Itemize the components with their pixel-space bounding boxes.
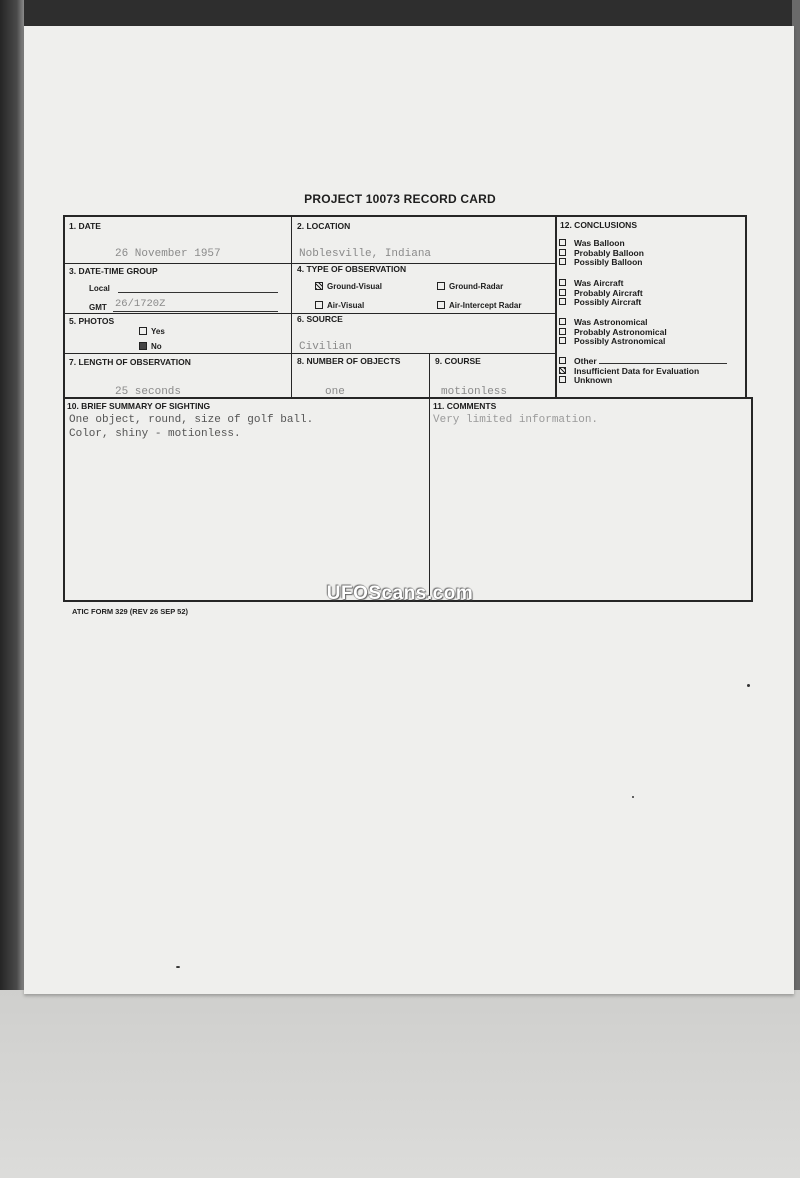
local-underline <box>118 292 278 293</box>
conclusions-group-astronomical <box>559 318 667 347</box>
checkbox-icon <box>437 301 445 309</box>
conclusions-group-other <box>559 357 727 386</box>
scan-speck <box>176 966 180 968</box>
conclusion-was-balloon: Was Balloon <box>559 239 644 249</box>
checkbox-icon <box>559 239 566 246</box>
checkbox-checked-icon <box>139 342 147 350</box>
checkbox-icon <box>559 258 566 265</box>
course-value: motionless <box>441 386 508 398</box>
summary-line-1: One object, round, size of golf ball. <box>69 414 314 426</box>
length-label: 7. LENGTH OF OBSERVATION <box>69 357 191 367</box>
date-label: 1. DATE <box>69 221 101 231</box>
checkbox-icon <box>437 282 445 290</box>
checkbox-icon <box>559 298 566 305</box>
date-value: 26 November 1957 <box>115 248 221 260</box>
photos-yes: Yes <box>139 328 165 336</box>
scan-left-edge <box>0 0 24 1000</box>
conclusions-group-aircraft <box>559 279 643 308</box>
scan-speck <box>632 796 634 798</box>
conclusion-unknown: Unknown <box>559 376 727 386</box>
comments-value: Very limited information. <box>433 414 599 426</box>
conclusion-other: Other <box>559 357 727 367</box>
conclusion-was-astronomical: Was Astronomical <box>559 318 667 328</box>
option-air-intercept-radar: Air-Intercept Radar <box>437 302 521 310</box>
photos-label: 5. PHOTOS <box>69 316 115 326</box>
datetime-group-label: 3. DATE-TIME GROUP <box>69 266 158 276</box>
conclusion-possibly-astronomical: Possibly Astronomical <box>559 337 667 347</box>
conclusion-possibly-balloon: Possibly Balloon <box>559 258 644 268</box>
checkbox-icon <box>559 328 566 335</box>
checkbox-icon <box>139 327 147 335</box>
card-title: PROJECT 10073 RECORD CARD <box>304 192 496 206</box>
checkbox-icon <box>315 301 323 309</box>
conclusion-insufficient-data: Insufficient Data for Evaluation <box>559 367 727 377</box>
checkbox-icon <box>559 357 566 364</box>
local-label: Local <box>89 284 110 293</box>
option-air-visual: Air-Visual <box>315 302 364 310</box>
conclusion-probably-astronomical: Probably Astronomical <box>559 328 667 338</box>
summary-line-2: Color, shiny - motionless. <box>69 428 241 440</box>
checkbox-icon <box>559 289 566 296</box>
conclusion-probably-balloon: Probably Balloon <box>559 249 644 259</box>
record-card <box>63 215 753 603</box>
length-value: 25 seconds <box>115 386 182 398</box>
conclusion-possibly-aircraft: Possibly Aircraft <box>559 298 643 308</box>
course-label: 9. COURSE <box>435 356 481 366</box>
gmt-value: 26/1720Z <box>115 298 166 310</box>
source-value: Civilian <box>299 341 352 353</box>
observation-type-label: 4. TYPE OF OBSERVATION <box>297 264 407 274</box>
checkbox-icon <box>559 249 566 256</box>
conclusions-group-balloon <box>559 239 644 268</box>
comments-label: 11. COMMENTS <box>433 401 497 411</box>
number-of-objects-value: one <box>325 386 345 398</box>
conclusions-label: 12. CONCLUSIONS <box>560 220 637 230</box>
gmt-label: GMT <box>89 303 107 312</box>
checkbox-icon <box>559 279 566 286</box>
checkbox-checked-icon <box>559 367 566 374</box>
conclusion-was-aircraft: Was Aircraft <box>559 279 643 289</box>
option-ground-radar: Ground-Radar <box>437 283 503 291</box>
scan-speck <box>747 684 750 687</box>
option-ground-visual: Ground-Visual <box>315 283 382 291</box>
watermark: UFOScans.com <box>326 583 474 604</box>
summary-label: 10. BRIEF SUMMARY OF SIGHTING <box>67 401 211 411</box>
checkbox-checked-icon <box>315 282 323 290</box>
checkbox-icon <box>559 318 566 325</box>
number-of-objects-label: 8. NUMBER OF OBJECTS <box>297 356 401 366</box>
source-label: 6. SOURCE <box>297 314 343 324</box>
scan-background <box>0 990 800 1178</box>
checkbox-icon <box>559 337 566 344</box>
conclusion-probably-aircraft: Probably Aircraft <box>559 289 643 299</box>
gmt-underline <box>113 311 278 312</box>
photos-no: No <box>139 343 162 351</box>
form-id: ATIC FORM 329 (REV 26 SEP 52) <box>72 607 189 616</box>
location-label: 2. LOCATION <box>297 221 351 231</box>
location-value: Noblesville, Indiana <box>299 248 432 260</box>
checkbox-icon <box>559 376 566 383</box>
